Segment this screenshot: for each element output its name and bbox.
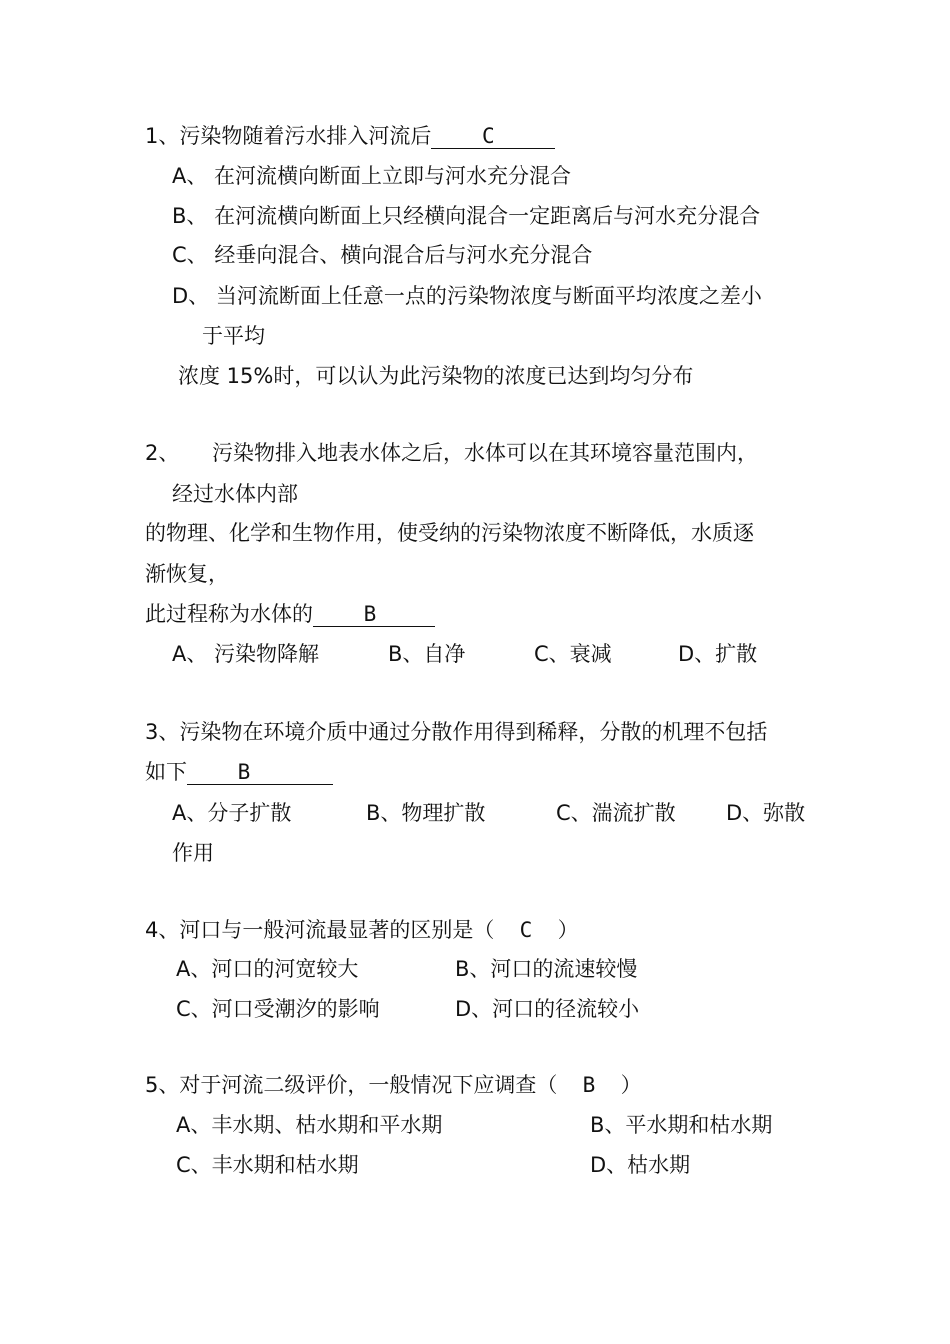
option-c: C、丰水期和枯水期	[176, 1153, 359, 1177]
option-c: C、 经垂向混合、横向混合后与河水充分混合	[172, 243, 593, 267]
question-3-line-1	[145, 718, 767, 746]
option-c: C、衰减	[534, 642, 612, 666]
option-d: D、扩散	[678, 642, 758, 666]
question-text: 污染物在环境介质中通过分散作用得到稀释，分散的机理不包括	[179, 720, 768, 744]
option-a: A、 污染物降解	[172, 642, 320, 666]
question-2-number: 2、	[145, 441, 180, 465]
question-2-line-3: 的物理、化学和生物作用，使受纳的污染物浓度不断降低，水质逐	[145, 521, 754, 545]
close-paren: ）	[620, 1073, 642, 1097]
question-1-stem	[145, 122, 555, 150]
question-2-line-4: 渐恢复，	[145, 562, 229, 586]
question-text: 污染物随着污水排入河流后	[179, 124, 432, 148]
question-number: 3、	[145, 720, 180, 744]
answer-letter: B	[363, 602, 377, 626]
question-number: 5、	[145, 1073, 180, 1097]
option-b: B、平水期和枯水期	[590, 1113, 773, 1137]
option-d-continued: 作用	[172, 841, 214, 865]
answer-letter: B	[582, 1073, 596, 1097]
option-b: B、自净	[388, 642, 466, 666]
question-text: 对于河流二级评价，一般情况下应调查（	[179, 1073, 558, 1097]
option-d: D、弥散	[726, 801, 806, 825]
question-2-line-2: 经过水体内部	[172, 482, 298, 506]
question-number: 1、	[145, 124, 180, 148]
question-2-line-5	[145, 600, 435, 628]
option-a: A、 在河流横向断面上立即与河水充分混合	[172, 164, 572, 188]
option-d: D、河口的径流较小	[455, 997, 640, 1021]
option-b: B、河口的流速较慢	[455, 957, 638, 981]
question-text: 如下	[145, 760, 187, 784]
option-b: B、 在河流横向断面上只经横向混合一定距离后与河水充分混合	[172, 204, 761, 228]
answer-letter: B	[237, 760, 251, 784]
answer-blank	[431, 124, 555, 149]
option-c: C、湍流扩散	[556, 801, 676, 825]
question-2-line-1: 污染物排入地表水体之后，水体可以在其环境容量范围内，	[212, 441, 758, 465]
question-5-stem	[145, 1071, 642, 1099]
option-d: D、 当河流断面上任意一点的污染物浓度与断面平均浓度之差小	[172, 284, 762, 308]
answer-letter: C	[481, 124, 495, 148]
option-a: A、河口的河宽较大	[176, 957, 359, 981]
option-d: D、枯水期	[590, 1153, 691, 1177]
option-a: A、分子扩散	[172, 801, 292, 825]
option-d-continued-2: 浓度 15%时，可以认为此污染物的浓度已达到均匀分布	[178, 364, 694, 388]
question-3-line-2	[145, 758, 333, 786]
answer-blank	[187, 760, 333, 785]
answer-blank	[313, 602, 435, 627]
answer-letter: C	[519, 918, 533, 942]
question-text: 此过程称为水体的	[145, 602, 313, 626]
option-c: C、河口受潮汐的影响	[176, 997, 380, 1021]
question-number: 4、	[145, 918, 180, 942]
option-a: A、丰水期、枯水期和平水期	[176, 1113, 443, 1137]
close-paren: ）	[557, 918, 579, 942]
question-text: 河口与一般河流最显著的区别是（	[179, 918, 495, 942]
option-b: B、物理扩散	[366, 801, 486, 825]
question-4-stem	[145, 916, 579, 944]
option-d-continued: 于平均	[202, 324, 265, 348]
